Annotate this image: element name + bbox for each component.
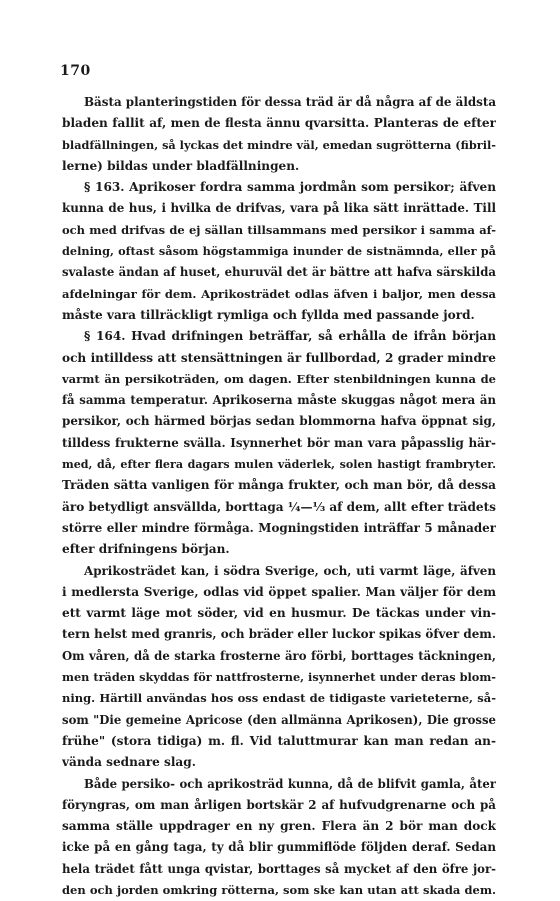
text-line: och intilldess att stensättningen är fullbordad, 2 grader mindre <box>62 350 496 365</box>
text-line: med, då, efter flera dagars mulen väderlek, solen hastigt frambryter. <box>62 458 496 472</box>
text-line: Om våren, då de starka frosterne äro förbi, borttages täckningen, <box>62 648 496 663</box>
text-line: icke på en gång taga, ty då blir gummiflöde följden deraf. Sedan <box>62 840 496 855</box>
text-line: Bästa planteringstiden för dessa träd är då några af de äldsta <box>84 95 496 109</box>
text-line: § 164. Hvad drifningen beträffar, så erhålla de ifrån början <box>84 329 496 344</box>
text-line: bladen fallit af, men de flesta ännu qvarsitta. Planteras de efter <box>62 116 496 131</box>
text-line: som "Die gemeine Apricose (den allmänna Aprikosen), Die grosse <box>62 712 496 727</box>
text-line: kunna de hus, i hvilka de drifvas, vara på lika sätt inrättade. Till <box>62 201 496 216</box>
text-line: få samma temperatur. Aprikoserna måste skuggas något mera än <box>62 393 496 408</box>
text-line: frühe" (stora tidiga) m. fl. Vid taluttmurar kan man redan an- <box>62 733 496 748</box>
text-line: § 163. Aprikoser fordra samma jordmån som persikor; äfven <box>84 180 496 195</box>
text-line: persikor, och härmed börjas sedan blommorna hafva öppnat sig, <box>62 414 496 429</box>
text-line: den och jorden omkring rötterna, som ske kan utan att skada dem. <box>62 882 496 897</box>
body-text <box>62 92 496 901</box>
text-line: varmt än persikoträden, om dagen. Efter stenbildningen kunna de <box>62 371 496 386</box>
text-line: delning, oftast såsom högstammiga inunder de sistnämnda, eller på <box>62 244 496 259</box>
text-line: hela trädet fått unga qvistar, borttages så mycket af den öfre jor- <box>62 861 496 876</box>
text-line: bladfällningen, så lyckas det mindre väl, emedan sugrötterna (fibril- <box>62 137 496 152</box>
text-line: föryngras, om man årligen bortskär 2 af hufvudgrenarne och på <box>62 797 496 812</box>
text-line: större eller mindre förmåga. Mogningstiden inträffar 5 månader <box>62 520 496 535</box>
text-line: Aprikosträdet kan, i södra Sverige, och, uti varmt läge, äfven <box>84 563 496 578</box>
text-line: ett varmt läge mot söder, vid en husmur. De täckas under vin- <box>62 606 496 621</box>
text-line: efter drifningens början. <box>62 542 230 557</box>
text-line: lerne) bildas under bladfällningen. <box>62 158 300 173</box>
text-line: vända sednare slag. <box>62 755 196 770</box>
text-line: ning. Härtill användas hos oss endast de tidigaste varieteterne, så- <box>62 691 496 706</box>
text-line: i medlersta Sverige, odlas vid öppet spalier. Man väljer för dem <box>62 584 496 599</box>
text-line: Både persiko- och aprikosträd kunna, då de blifvit gamla, åter <box>84 776 496 791</box>
text-line: svalaste ändan af huset, ehuruväl det är bättre att hafva särskilda <box>62 265 496 280</box>
text-line: men träden skyddas för nattfrosterne, isynnerhet under deras blom- <box>62 670 496 685</box>
text-line: tern helst med granris, och bräder eller luckor spikas öfver dem. <box>62 627 496 642</box>
text-line: måste vara tillräckligt rymliga och fyllda med passande jord. <box>62 307 475 322</box>
text-line: äro betydligt ansvällda, borttaga ¼—⅓ af dem, allt efter trädets <box>62 499 496 514</box>
text-line: Träden sätta vanligen för många frukter, och man bör, då dessa <box>62 478 496 493</box>
text-line: afdelningar för dem. Aprikosträdet odlas äfven i baljor, men dessa <box>62 286 496 301</box>
page-number: 170 <box>60 63 91 79</box>
text-line: och med drifvas de ej sällan tillsammans med persikor i samma af- <box>62 222 496 237</box>
text-line: samma ställe uppdrager en ny gren. Flera än 2 bör man dock <box>62 819 496 834</box>
text-line: tilldess frukterne svälla. Isynnerhet bör man vara påpasslig här- <box>62 435 496 450</box>
